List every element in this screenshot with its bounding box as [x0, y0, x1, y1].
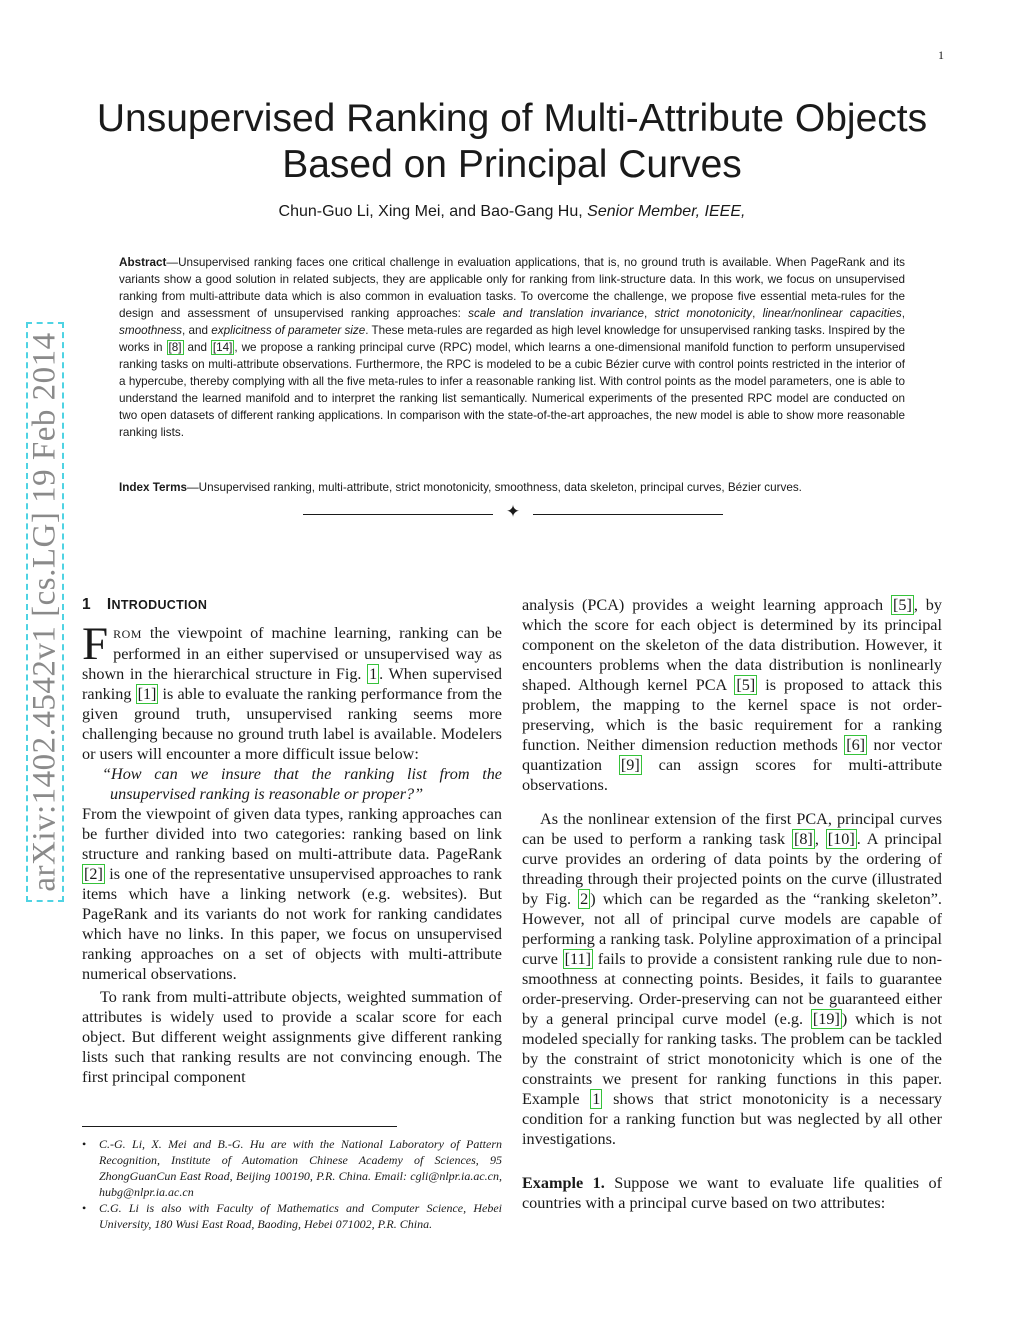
divider-line-left	[303, 514, 493, 515]
footnote-text: C.-G. Li, X. Mei and B.-G. Hu are with the National Laboratory of Pattern Recognition, Institute of Automation Chinese Academy of Sciences, 95 ZhongGuanCun East Road, Beijing 100190, P.R. China. Email: cgli@nlpr.ia.ac.cn, hubg@nlpr.ia.ac.cn	[99, 1137, 502, 1199]
abstract-text: , we propose a ranking principal curve (RPC) model, which learns a one-dimensional manifold function to perform unsupervised ranking tasks on multi-attribute observations. Furthermore, the RPC is modeled to be a cubic Bézier curve with control points restricted in the interior of a hypercube, thereby complying with all the five meta-rules to infer a reasonable ranking list. With control points as the model parameters, one is able to understand the learned manifold and to interpret the ranking list semantically. Numerical experiments of the presented RPC model are conducted on two open datasets of different ranking applications. In comparison with the state-of-the-art approaches, the new model is able to show more reasonable ranking lists.	[119, 341, 905, 439]
abstract-emphasis: explicitness of parameter size	[211, 324, 366, 337]
divider-line-right	[533, 514, 723, 515]
citation-link[interactable]: [19]	[812, 1010, 840, 1028]
paragraph-text: ) which can be regarded as the “ranking skeleton”. However, not all of principal curve models are capable of performing a ranking task. Polyline approximation of a principal curve	[522, 890, 942, 968]
citation-link[interactable]: [8]	[793, 830, 813, 848]
footnote-affiliation	[82, 1136, 502, 1200]
author-membership: Senior Member, IEEE,	[587, 203, 746, 220]
abstract-text: ,	[643, 307, 655, 320]
section-title-initial: I	[106, 596, 112, 613]
citation-link[interactable]: [8]	[168, 341, 182, 354]
footnote-text: C.G. Li is also with Faculty of Mathematics and Computer Science, Hebei University, 180 Wusi East Road, Baoding, Hebei 071002, P.R. China.	[99, 1201, 502, 1231]
index-terms	[119, 479, 905, 496]
abstract-emphasis: strict monotonicity	[654, 307, 753, 320]
question-quote: “How can we insure that the ranking list from the unsupervised ranking is reasonable or proper?”	[102, 765, 502, 803]
abstract-text: . These meta-rules are regarded as high level knowledge for unsupervised ranking tasks. Inspired by the works in	[119, 324, 905, 354]
paragraph-text: is one of the representative unsupervised approaches to rank items which have a linking network (e.g. websites). But PageRank and its variants do not work for ranking candidates which have no links. In this paper, we focus on unsupervised ranking approaches on a set of objects with multi-attribute numerical observations.	[82, 865, 502, 983]
author-names: Chun-Guo Li, Xing Mei, and Bao-Gang Hu,	[278, 203, 588, 220]
title-line-2: Based on Principal Curves	[282, 143, 742, 186]
intro-paragraph-2	[82, 804, 502, 984]
paragraph-text: ,	[814, 830, 826, 848]
citation-link[interactable]: [14]	[212, 341, 233, 354]
paragraph-text: , by which the score for each object is determined by its principal component on the skeleton of the data distribution. However, it encounters problems when the data distribution is nonlinearly shaped. Although kernel PCA	[522, 596, 942, 694]
bullet-icon: •	[82, 1201, 87, 1215]
paragraph-text: ) which is not modeled specially for ranking tasks. The problem can be tackled by the constraint of strict monotonicity which is one of the constraints we present for ranking functions in this paper. Example	[522, 1010, 942, 1108]
drop-cap: F	[82, 618, 109, 670]
section-title-rest: NTRODUCTION	[111, 598, 208, 612]
paragraph-text: fails to provide a consistent ranking rule due to non-smoothness at connecting points. Besides, it fails to guarantee order-preserving. Order-preserving can not be guaranteed either by a general principal curve model (e.g.	[522, 950, 942, 1028]
abstract-text: and	[183, 341, 211, 354]
abstract-label: Abstract	[119, 256, 167, 269]
footnote-rule	[82, 1126, 397, 1127]
example-paragraph	[522, 1173, 942, 1213]
figure-link[interactable]: 1	[369, 665, 378, 683]
example-link[interactable]: 1	[592, 1090, 601, 1108]
abstract-text: ,	[752, 307, 763, 320]
abstract-text: ,	[901, 307, 906, 320]
abstract-emphasis: linear/nonlinear capacities	[762, 307, 902, 320]
paragraph-text: From the viewpoint of given data types, ranking approaches can be further divided into two categories: ranking based on link structure and ranking based on multi-attribute data. PageRank	[82, 805, 502, 863]
abstract-emphasis: smoothness	[119, 324, 183, 337]
citation-link[interactable]: [9]	[620, 756, 640, 774]
citation-link[interactable]: [11]	[564, 950, 592, 968]
citation-link[interactable]: [5]	[893, 596, 912, 614]
index-terms-text: —Unsupervised ranking, multi-attribute, strict monotonicity, smoothness, data skeleton, principal curves, Bézier curves.	[186, 481, 802, 494]
paragraph-text: is able to evaluate the ranking performance from the given ground truth, unsupervised ranking seems more challenging because no ground truth label is available. Modelers or users will encounter a more difficult issue below:	[82, 685, 502, 763]
index-terms-label: Index Terms	[119, 481, 187, 494]
right-column	[522, 595, 942, 1213]
abstract	[119, 254, 905, 441]
citation-link[interactable]: [6]	[846, 736, 866, 754]
citation-link[interactable]: [5]	[736, 676, 756, 694]
paragraph-text: the viewpoint of machine learning, ranking can be performed in an either supervised or unsupervised way as shown in the hierarchical structure in Fig.	[82, 624, 502, 683]
paragraph-text: shows that strict monotonicity is a necessary condition for a ranking function but was neglected by all other investigations.	[522, 1090, 942, 1148]
intro-paragraph-5	[522, 809, 942, 1149]
section-number: 1	[82, 596, 91, 613]
divider-star-icon: ✦	[505, 502, 521, 522]
figure-link[interactable]: 2	[580, 890, 589, 908]
paper-title	[75, 96, 949, 188]
section-heading	[82, 595, 502, 615]
paragraph-text: is proposed to attack this problem, the mapping to the kernel space is not order-preserving, which is the basic requirement for a ranking function. Neither dimension reduction methods	[522, 676, 942, 754]
paragraph-text: nor vector quantization	[522, 736, 942, 774]
left-column	[82, 595, 502, 1087]
citation-link[interactable]: [2]	[84, 865, 103, 883]
example-label: Example 1.	[522, 1174, 605, 1192]
bullet-icon: •	[82, 1137, 87, 1151]
paragraph-text: Suppose we want to evaluate life qualities of countries with a principal curve based on two attributes:	[522, 1174, 942, 1212]
citation-link[interactable]: [10]	[827, 830, 855, 848]
paragraph-text: . When supervised ranking	[82, 665, 503, 703]
section-divider	[303, 502, 723, 525]
footnotes	[82, 1136, 502, 1232]
author-list	[75, 203, 949, 221]
paragraph-text: can assign scores for multi-attribute observations.	[522, 756, 942, 794]
arxiv-identifier[interactable]: arXiv:1402.4542v1 [cs.LG] 19 Feb 2014	[26, 332, 63, 892]
smallcaps-lead: ROM	[113, 627, 142, 641]
intro-paragraph-3: To rank from multi-attribute objects, weighted summation of attributes is widely used to provide a scalar score for each object. But different weight assignments give different ranking lists such that ranking results are not convincing enough. The first principal component	[82, 988, 502, 1086]
abstract-emphasis: scale and translation invariance	[468, 307, 644, 320]
arxiv-stamp[interactable]	[26, 322, 64, 902]
abstract-text: —Unsupervised ranking faces one critical challenge in evaluation applications, that is, no ground truth is available. When PageRank and its variants show a good solution in related subjects, they are applicable only for ranking from link-structure data. In this work, we focus on unsupervised ranking from multi-attribute data which is also common in evaluation tasks. To overcome the challenge, we propose five essential meta-rules for the design and assessment of unsupervised ranking approaches:	[119, 256, 905, 320]
citation-link[interactable]: [1]	[137, 685, 157, 703]
page-number: 1	[938, 48, 944, 62]
intro-paragraph-4	[522, 595, 942, 795]
title-line-1: Unsupervised Ranking of Multi-Attribute Objects	[96, 97, 928, 140]
paragraph-text: As the nonlinear extension of the first PCA, principal curves can be used to perform a ranking task	[522, 810, 942, 848]
abstract-text: , and	[182, 324, 212, 337]
footnote-affiliation-2	[82, 1200, 502, 1232]
paragraph-text: . A principal curve provides an ordering of data points by the ordering of threading through their projected points on the curve (illustrated by Fig.	[522, 830, 942, 908]
intro-paragraph-1	[82, 618, 503, 764]
paragraph-text: analysis (PCA) provides a weight learning approach	[522, 596, 891, 614]
